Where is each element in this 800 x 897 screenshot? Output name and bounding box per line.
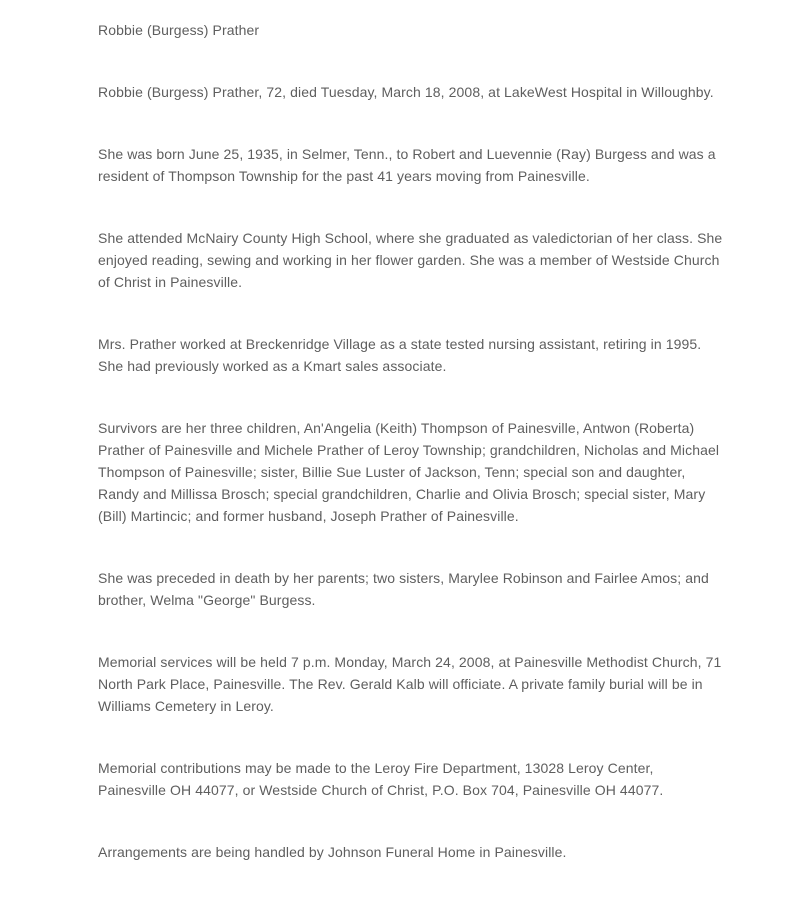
obituary-paragraph-survivors: Survivors are her three children, An'Angelia (Keith) Thompson of Painesville, Antwon (Roberta) Prather of Painesville and Michele Prather of Leroy Township; grandchildren, Nicholas and Michael Thompson of Painesville; sister, Billie Sue Luster of Jackson, Tenn; special son and daughter, Randy and Millissa Brosch; special grandchildren, Charlie and Olivia Brosch; special sister, Mary (Bill) Martincic; and former husband, Joseph Prather of Painesville. [98, 420, 720, 524]
obituary-paragraph-education: She attended McNairy County High School, where she graduated as valedictorian of her class. She enjoyed reading, sewing and working in her flower garden. She was a member of Westside Church of Christ in Painesville. [98, 230, 723, 290]
obituary-paragraph-career: Mrs. Prather worked at Breckenridge Village as a state tested nursing assistant, retiring in 1995. She had previously worked as a Kmart sales associate. [98, 336, 702, 374]
obituary-paragraph-preceded-in-death: She was preceded in death by her parents; two sisters, Marylee Robinson and Fairlee Amos; and brother, Welma "George" Burgess. [98, 570, 709, 608]
obituary-paragraph-contributions: Memorial contributions may be made to the Leroy Fire Department, 13028 Leroy Center, Painesville OH 44077, or Westside Church of Christ, P.O. Box 704, Painesville OH 44077. [98, 760, 664, 798]
obituary-title: Robbie (Burgess) Prather [98, 22, 260, 38]
obituary-paragraph-birth: She was born June 25, 1935, in Selmer, Tenn., to Robert and Luevennie (Ray) Burgess and was a resident of Thompson Township for the past 41 years moving from Painesville. [98, 146, 716, 184]
obituary-paragraph-services: Memorial services will be held 7 p.m. Monday, March 24, 2008, at Painesville Methodist Church, 71 North Park Place, Painesville. The Rev. Gerald Kalb will officiate. A private family burial will be in Williams Cemetery in Leroy. [98, 654, 722, 714]
obituary-paragraph-arrangements: Arrangements are being handled by Johnson Funeral Home in Painesville. [98, 844, 567, 860]
obituary-paragraph-death-notice: Robbie (Burgess) Prather, 72, died Tuesday, March 18, 2008, at LakeWest Hospital in Willoughby. [98, 84, 714, 100]
